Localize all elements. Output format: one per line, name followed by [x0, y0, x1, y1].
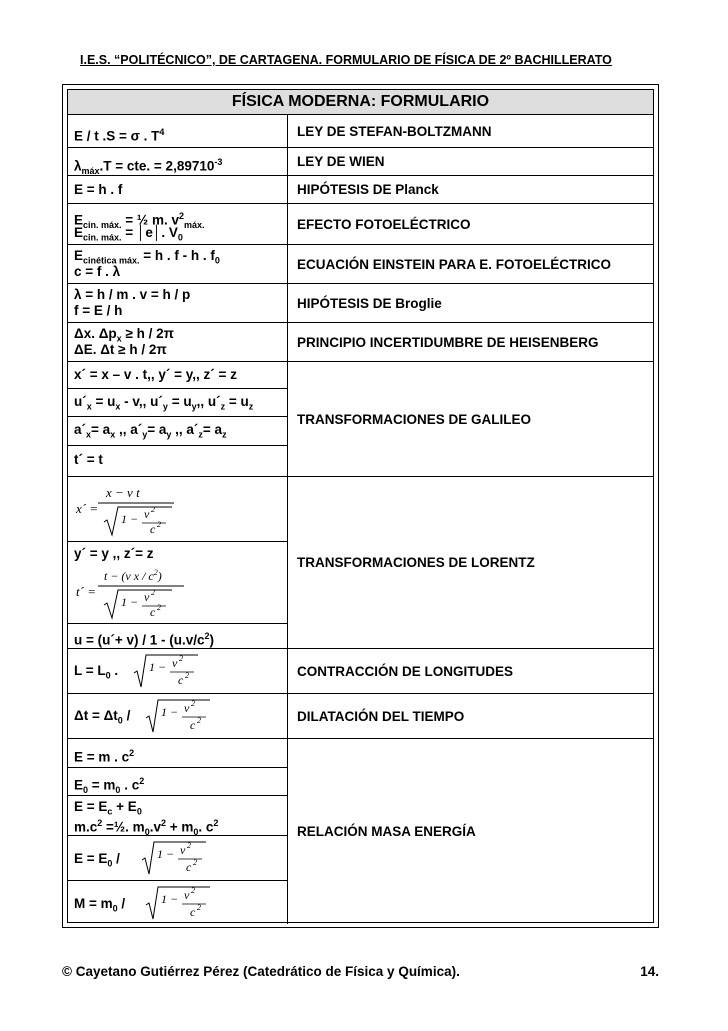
row-masa-energia: [68, 739, 653, 924]
svg-text:v: v: [184, 888, 190, 902]
sqrt-energia: [140, 838, 210, 878]
row-galileo: [68, 362, 653, 477]
svg-text:2: 2: [157, 603, 161, 612]
law-contraccion: CONTRACCIÓN DE LONGITUDES: [297, 663, 513, 679]
formula-broglie-2: f = E / h: [74, 303, 123, 318]
formula-lorentz-t: [74, 563, 204, 623]
sqrt-masa: [144, 883, 214, 923]
table-title: FÍSICA MODERNA: FORMULARIO: [68, 90, 653, 115]
svg-text:t − (v x / c2): t − (v x / $c^2$): [104, 568, 162, 583]
svg-text:1 −: 1 −: [157, 847, 175, 861]
page-number: 14.: [640, 964, 659, 979]
row-broglie: [68, 284, 653, 323]
sqrt-contraccion: [132, 651, 202, 691]
formula-einstein-1: $E_{cinética máx.} = h$ . f - h . $f_0$: [74, 248, 220, 266]
svg-text:c: c: [190, 905, 196, 919]
row-wien: [68, 148, 653, 176]
formula-broglie-1: λ = h / m . v = h / p: [74, 287, 191, 302]
svg-text:v: v: [180, 843, 186, 857]
svg-text:v: v: [144, 507, 150, 521]
law-lorentz: TRANSFORMACIONES DE LORENTZ: [297, 555, 535, 570]
law-wien: LEY DE WIEN: [297, 154, 385, 169]
law-planck: HIPÓTESIS DE Planck: [297, 182, 439, 197]
formula-einstein-2: c = f . λ: [74, 264, 121, 279]
formula-contraccion: $L = L_0$ .: [74, 663, 119, 681]
svg-text:c: c: [190, 718, 196, 732]
formula-mc-4: $m.c^2$ =½. $m_0.v^2 + m_0$. $c^2$: [74, 818, 219, 838]
formula-mc-6: $M = m_0$ /: [74, 896, 126, 914]
svg-text:2: 2: [191, 886, 195, 895]
svg-text:1 −: 1 −: [121, 595, 139, 609]
svg-text:x´ =: x´ =: [76, 501, 99, 516]
sqrt-dilatacion: [144, 696, 214, 736]
svg-text:x − v t: x − v t: [106, 485, 140, 500]
formula-foto-1: $E_{cin. máx.}$ = ½ m. $v^2_{máx.}$: [74, 211, 205, 231]
formula-heis-1: Δx. $\Delta p_x \ge h / 2\pi$: [74, 326, 174, 344]
svg-text:2: 2: [151, 505, 155, 514]
svg-text:1 −: 1 −: [149, 660, 167, 674]
svg-text:c: c: [178, 673, 184, 687]
row-planck: [68, 176, 653, 204]
law-dilatacion: DILATACIÓN DEL TIEMPO: [297, 708, 465, 724]
formula-wien: $\lambda_{máx}.T$ = cte. = $2,89710^{-3}$: [74, 157, 223, 177]
svg-text:2: 2: [193, 858, 197, 867]
row-heisenberg: [68, 323, 653, 362]
formula-planck: E = h . f: [74, 182, 123, 197]
formula-lor-1: y´ = y ,, z´= z: [74, 546, 154, 561]
svg-text:v: v: [172, 656, 178, 670]
formula-sheet: [62, 84, 659, 928]
row-stefan: [68, 115, 653, 148]
formula-lor-2: u = (u´+ $v) / 1 - (u.v/c^2)$: [74, 631, 215, 648]
footer-author: © Cayetano Gutiérrez Pérez (Catedrático de Física y Química).: [62, 964, 460, 979]
svg-text:2: 2: [185, 671, 189, 680]
row-contraccion: [68, 649, 653, 694]
law-fotoelectrico: EFECTO FOTOELÉCTRICO: [297, 216, 471, 232]
formula-dilatacion: $\Delta t = \Delta t_0$ /: [74, 708, 131, 726]
formula-foto-2: $E_{cin. máx.}$ = │e│. $V_0$: [74, 225, 183, 243]
law-masa-energia: RELACIÓN MASA ENERGÍA: [297, 824, 476, 839]
svg-text:2: 2: [151, 588, 155, 597]
law-broglie: HIPÓTESIS DE Broglie: [297, 295, 442, 311]
formula-mc-3: $E = E_c + E_0$: [74, 799, 142, 817]
law-galileo: TRANSFORMACIONES DE GALILEO: [297, 411, 532, 427]
formula-heis-2: ΔE. Δt ≥ h / 2π: [74, 342, 167, 357]
page-footer: [62, 964, 659, 979]
law-heisenberg: PRINCIPIO INCERTIDUMBRE DE HEISENBERG: [297, 334, 599, 350]
svg-text:c: c: [150, 605, 156, 619]
law-stefan: LEY DE STEFAN-BOLTZMANN: [297, 123, 492, 139]
svg-text:2: 2: [197, 716, 201, 725]
svg-text:t´ =: t´ =: [76, 584, 96, 599]
svg-text:2: 2: [187, 841, 191, 850]
row-dilatacion: [68, 694, 653, 739]
svg-text:v: v: [184, 701, 190, 715]
formula-mc-2: $E_0 = m_0$ . $c^2$: [74, 776, 145, 796]
row-fotoelectrico: [68, 204, 653, 245]
svg-text:2: 2: [197, 903, 201, 912]
formula-table: [67, 89, 654, 923]
svg-text:v: v: [144, 590, 150, 604]
row-lorentz: [68, 477, 653, 649]
svg-text:2: 2: [179, 654, 183, 663]
page-header: I.E.S. “POLITÉCNICO”, DE CARTAGENA. FORMULARIO DE FÍSICA DE 2º BACHILLERATO: [80, 53, 612, 67]
formula-mc-5: $E = E_0$ /: [74, 851, 120, 869]
formula-gal-1: x´ = x – v . t,, y´ = y,, z´ = z: [74, 367, 237, 382]
svg-text:1 −: 1 −: [161, 892, 179, 906]
svg-text:c: c: [150, 522, 156, 536]
formula-gal-3: $a´_x= a_x$ ,, $a´_y= a_y$ ,, $a´_z= a_z$: [74, 422, 227, 440]
svg-text:2: 2: [191, 699, 195, 708]
svg-text:1 −: 1 −: [161, 705, 179, 719]
law-einstein: ECUACIÓN EINSTEIN PARA E. FOTOELÉCTRICO: [297, 256, 612, 272]
formula-gal-4: t´ = t: [74, 452, 103, 467]
svg-text:c: c: [186, 860, 192, 874]
formula-stefan: E / t .S = σ . $T^4$: [74, 127, 165, 144]
svg-text:1 −: 1 −: [121, 512, 139, 526]
formula-lorentz-x: [74, 480, 194, 540]
svg-text:2: 2: [157, 520, 161, 529]
formula-mc-1: E = m . $c^2$: [74, 748, 135, 765]
formula-gal-2: $u´_x = u_x - v$,, $u´_y = u_y$,, $u´_z = u_z$: [74, 394, 254, 412]
row-einstein: [68, 245, 653, 284]
